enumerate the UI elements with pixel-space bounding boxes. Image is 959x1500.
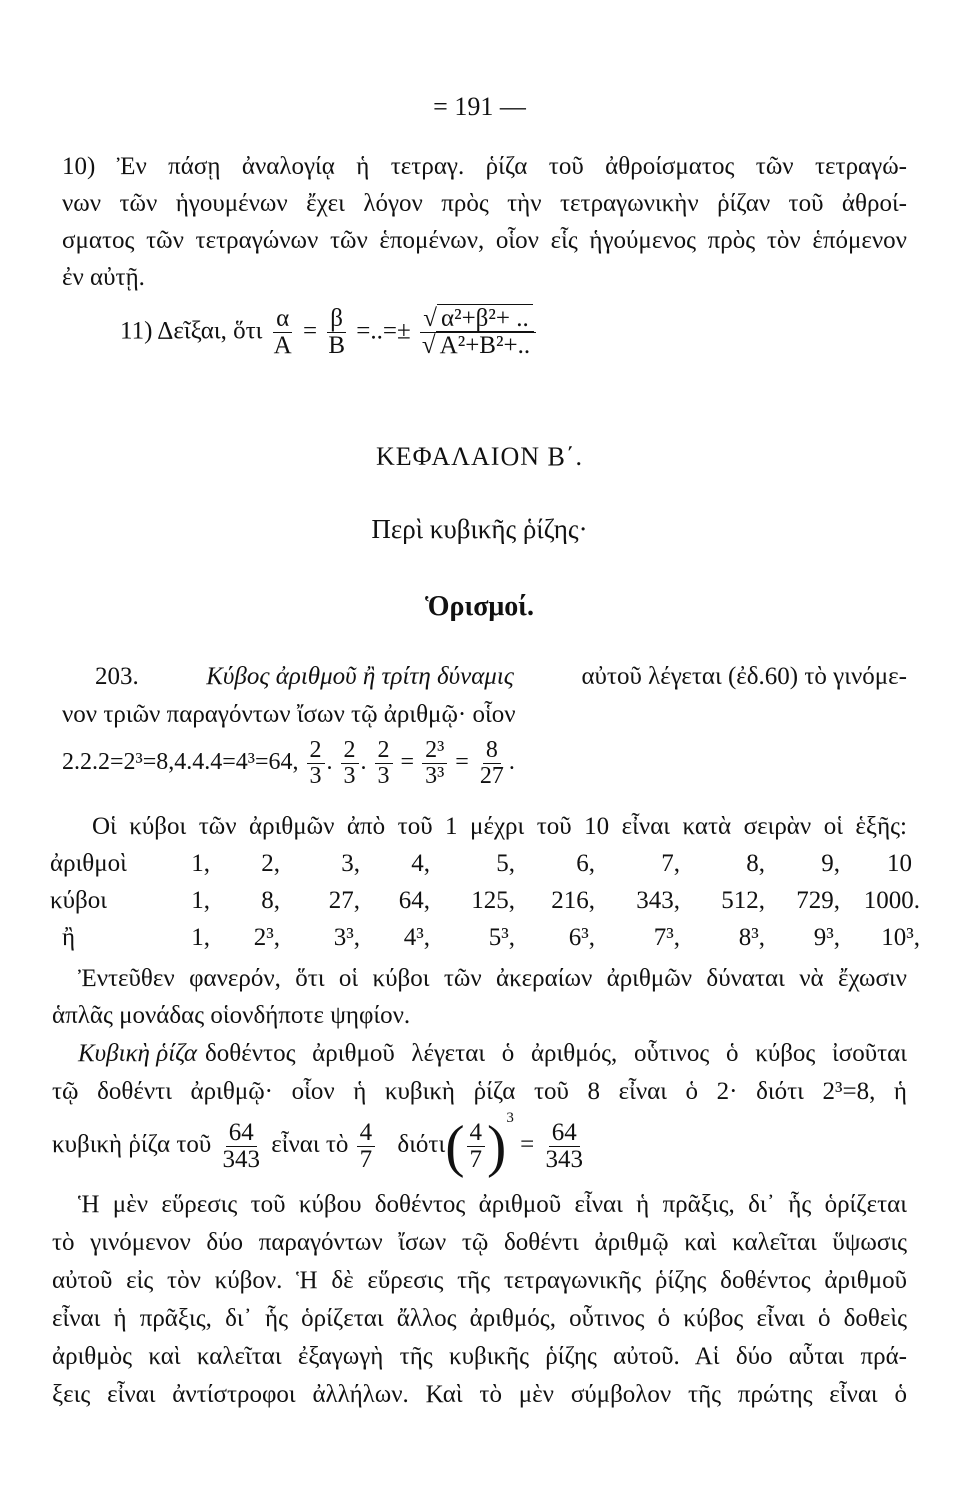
- cube-example: [62, 738, 515, 789]
- table-cell: 7,: [661, 850, 680, 877]
- denominator: 3: [309, 763, 322, 790]
- equals-sign: =: [302, 317, 318, 345]
- exercise-10-line-4: ἐν αὐτῇ.: [62, 264, 145, 291]
- fraction-4-7: [467, 1120, 486, 1174]
- text: κυβικὴ ῥίζα τοῦ: [52, 1131, 212, 1158]
- table-cell: 5,: [496, 850, 515, 877]
- row-label: ἢ: [62, 924, 76, 951]
- sqrt-radicand: Α²+Β²+..: [436, 331, 534, 359]
- table-cell: 10³,: [881, 924, 920, 951]
- section-title: Περὶ κυβικῆς ῥίζης·: [371, 514, 588, 544]
- table-cell: 8,: [746, 850, 765, 877]
- para-203-line-1: [95, 662, 907, 692]
- numerator: β: [327, 306, 346, 333]
- fraction: [341, 738, 359, 789]
- table-cell: 27,: [328, 887, 360, 914]
- fraction-4-7: [357, 1120, 376, 1174]
- denominator: 343: [222, 1145, 261, 1173]
- fraction-alpha-A: [271, 306, 295, 360]
- dot: .: [508, 749, 515, 776]
- page-number: = 191 —: [433, 92, 526, 121]
- sqrt-ratio-fraction: [419, 306, 537, 360]
- table-cell: 4³,: [403, 924, 430, 951]
- denominator: 7: [359, 1145, 373, 1173]
- cubes-table-row-numbers: [50, 850, 912, 880]
- sqrt-sign-icon: √: [423, 305, 437, 332]
- cube-definition-term: Κύβος ἀριθμοῦ ἢ τρίτη δύναμις: [206, 663, 514, 690]
- cubes-intro: Οἱ κύβοι τῶν ἀριθμῶν ἀπὸ τοῦ 1 μέχρι τοῦ 10 εἶναι κατὰ σειρὰν οἱ ἑξῆς:: [92, 813, 907, 840]
- denominator: Α: [273, 332, 292, 360]
- numerator: 8: [483, 738, 501, 764]
- sqrt-radicand: α²+β²+ ..: [437, 304, 533, 332]
- table-cell: 512,: [721, 887, 765, 914]
- text: διότι: [397, 1131, 446, 1158]
- dot: .: [360, 749, 367, 776]
- definitions-title: Ὁρισμοί.: [425, 591, 534, 622]
- numerator: 2: [341, 738, 359, 764]
- table-cell: 9,: [821, 850, 840, 877]
- table-cell: 216,: [551, 887, 595, 914]
- cube-root-term: Κυβικὴ ῥίζα: [78, 1040, 197, 1067]
- denominator: 27: [479, 763, 504, 790]
- fraction: [422, 738, 447, 789]
- final-paragraph-line-5: ἀριθμὸς καὶ καλεῖται ἐξαγωγὴ τῆς κυβικῆς ῥίζης αὐτοῦ. Αἱ δύο αὗται πρά-: [52, 1343, 907, 1370]
- cube-root-def-line-2: τῷ δοθέντι ἀριθμῷ· οἷον ἡ κυβικὴ ῥίζα τοῦ 8 εἶναι ὁ 2· διότι 2³=8, ἡ: [52, 1078, 907, 1105]
- denominator: 7: [469, 1145, 483, 1173]
- equals-sign: =: [520, 1131, 535, 1158]
- numerator: 2³: [422, 738, 447, 764]
- equals-sign: =: [455, 749, 469, 776]
- fraction: [477, 738, 507, 789]
- sqrt-sign-icon: √: [421, 332, 436, 360]
- numerator: 64: [549, 1120, 580, 1147]
- fraction-beta-B: [325, 306, 348, 360]
- fraction-64-343: [220, 1120, 264, 1174]
- right-paren-icon: ): [487, 1113, 507, 1179]
- table-cell: 2³,: [253, 924, 280, 951]
- denominator: 3: [343, 763, 356, 790]
- cube-root-def-line-1: [78, 1039, 907, 1069]
- final-paragraph-line-6: ξεις εἶναι ἀντίστροφοι ἀλλήλων. Καὶ τὸ μὲν σύμβολον τῆς πρώτης εἶναι ὁ: [52, 1381, 907, 1408]
- table-cell: 64,: [398, 887, 430, 914]
- exercise-11-prefix: 11) Δεῖξαι, ὅτι: [120, 317, 263, 345]
- table-cell: 7³,: [653, 924, 680, 951]
- table-cell: 125,: [471, 887, 515, 914]
- denominator: 3³: [425, 763, 445, 790]
- exponent: 3: [506, 1110, 514, 1126]
- numerator: 4: [357, 1120, 376, 1147]
- cube-root-def-rest: δοθέντος ἀριθμοῦ λέγεται ὁ ἀριθμός, οὗτινος ὁ κύβος ἰσοῦται: [204, 1040, 907, 1067]
- equals-sign: =: [400, 749, 415, 776]
- denominator: 3: [377, 763, 390, 790]
- table-cell: 343,: [636, 887, 680, 914]
- numerator: 2: [307, 738, 325, 764]
- para-203-rest: αὐτοῦ λέγεται (ἐδ.60) τὸ γινόμε-: [581, 663, 907, 690]
- table-cell: 3³,: [333, 924, 360, 951]
- table-cell: 10: [887, 850, 912, 877]
- cubes-table-row-powers: [50, 924, 920, 954]
- conclusion-line-2: ἁπλᾶς μονάδας οἱονδήποτε ψηφίον.: [52, 1002, 411, 1029]
- table-cell: 6³,: [568, 924, 595, 951]
- table-cell: 4,: [411, 850, 430, 877]
- conclusion-line-1: Ἐντεῦθεν φανερόν, ὅτι οἱ κύβοι τῶν ἀκεραίων ἀριθμῶν δύναται νὰ ἔχωσιν: [78, 965, 907, 992]
- table-cell: 8,: [261, 887, 280, 914]
- text: εἶναι τὸ: [271, 1131, 349, 1158]
- numerator: 2: [375, 738, 393, 764]
- row-label: κύβοι: [50, 887, 107, 914]
- exercise-10-line-1: 10) Ἐν πάσῃ ἀναλογίᾳ ἡ τετραγ. ῥίζα τοῦ ἀθροίσματος τῶν τετραγώ-: [62, 153, 907, 180]
- exercise-11-formula: [120, 306, 539, 360]
- numerator: α: [273, 306, 292, 333]
- table-cell: 729,: [796, 887, 840, 914]
- cubes-table-row-cubes: [50, 887, 920, 917]
- table-cell: 1,: [191, 924, 210, 951]
- table-cell: 2,: [261, 850, 280, 877]
- table-cell: 3,: [341, 850, 360, 877]
- left-paren-icon: (: [445, 1113, 465, 1179]
- final-paragraph-line-4: εἶναι ἡ πρᾶξις, δι᾽ ἧς ὁρίζεται ἄλλος ἀριθμός, οὗτινος ὁ κύβος εἶναι ὁ δοθεὶς: [52, 1305, 907, 1332]
- equals-plus-minus: =..=±: [356, 317, 411, 345]
- fraction: [375, 738, 393, 789]
- row-label: ἀριθμοὶ: [50, 850, 127, 877]
- denominator: [419, 333, 537, 359]
- para-203-line-2: νον τριῶν παραγόντων ἴσων τῷ ἀριθμῷ· οἷον: [62, 701, 516, 728]
- fraction: [307, 738, 325, 789]
- table-cell: 1,: [191, 887, 210, 914]
- final-paragraph-line-2: τὸ γινόμενον δύο παραγόντων ἴσων τῷ δοθέντι ἀριθμῷ καὶ καλεῖται ὕψωσις: [52, 1229, 907, 1256]
- table-cell: 1,: [191, 850, 210, 877]
- cube-root-example: [52, 1110, 588, 1179]
- fraction-64-343: [542, 1120, 586, 1174]
- numerator: [420, 306, 536, 333]
- numerator: 64: [226, 1120, 257, 1147]
- numerator: 4: [467, 1120, 486, 1147]
- table-cell: 6,: [576, 850, 595, 877]
- integer-cube-examples: 2.2.2=2³=8,4.4.4=4³=64,: [62, 749, 299, 776]
- denominator: Β: [328, 332, 345, 360]
- chapter-title: ΚΕΦΑΛΑΙΟΝ Β΄.: [375, 442, 584, 471]
- table-cell: 1000.: [863, 887, 920, 914]
- para-number: 203.: [95, 663, 139, 690]
- final-paragraph-line-3: αὐτοῦ εἰς τὸν κύβον. Ἡ δὲ εὕρεσις τῆς τετραγωνικῆς ῥίζης δοθέντος ἀριθμοῦ: [52, 1267, 907, 1294]
- table-cell: 9³,: [813, 924, 840, 951]
- exercise-10-line-2: νων τῶν ἡγουμένων ἔχει λόγον πρὸς τὴν τετραγωνικὴν ῥίζαν τοῦ ἀθροί-: [62, 190, 907, 217]
- table-cell: 5³,: [488, 924, 515, 951]
- table-cell: 8³,: [738, 924, 765, 951]
- denominator: 343: [545, 1145, 583, 1173]
- dot: .: [326, 749, 333, 776]
- exercise-10-line-3: σματος τῶν τετραγώνων τῶν ἑπομένων, οἷον εἷς ἡγούμενος πρὸς τὸν ἑπόμενον: [62, 227, 907, 254]
- final-paragraph-line-1: Ἡ μὲν εὕρεσις τοῦ κύβου δοθέντος ἀριθμοῦ εἶναι ἡ πρᾶξις, δι᾽ ἧς ὁρίζεται: [78, 1191, 907, 1218]
